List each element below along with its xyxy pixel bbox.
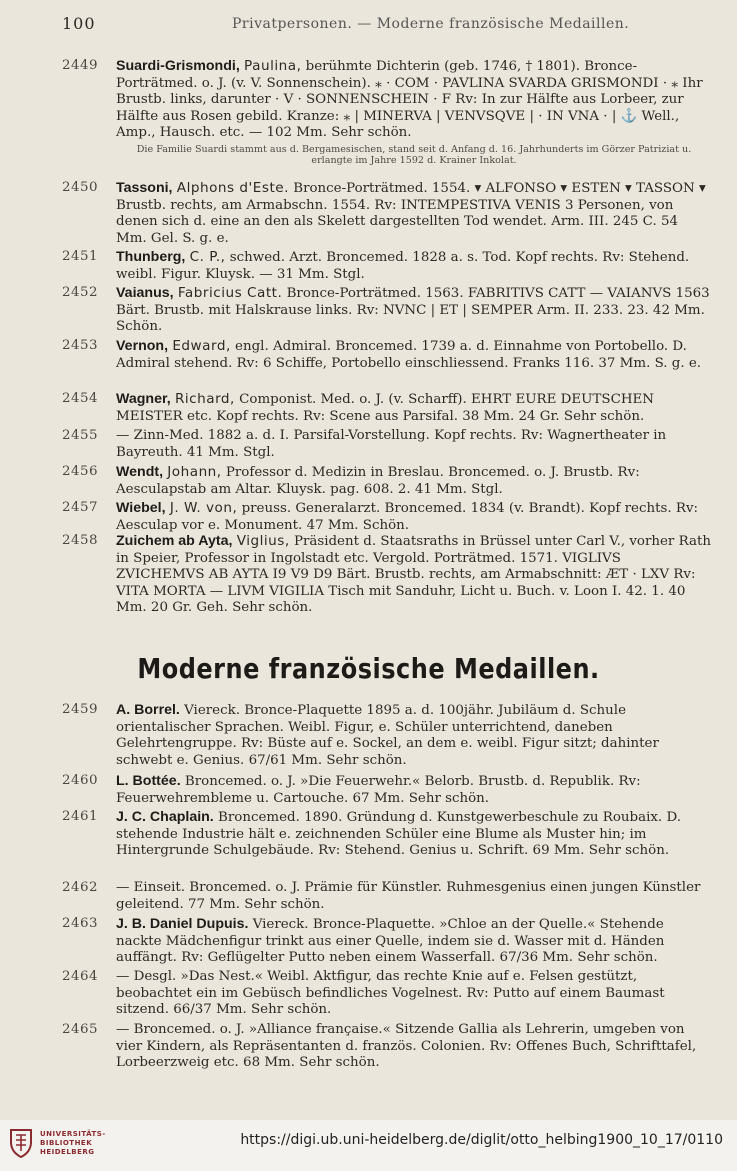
- entry-text: Bronce-Porträtmed. 1554. ▾ ALFONSO ▾ ESTEN ▾ TASSON ▾ Brustb. rechts, am Armabschn. 1554. Rv: INTEMPESTIVA VENIS 3 Personen, von denen sich d. eine an den als Skelett dargestellten Tod wendet. Arm. III. 245 C. 54 Mm. Gel. S. g. e.: [116, 181, 706, 246]
- entry-number: 2462: [62, 880, 99, 895]
- entry-number: 2465: [62, 1022, 99, 1037]
- entry-text: Bronce-Porträtmed. 1563. FABRITIVS CATT — VAIANVS 1563 Bärt. Brustb. mit Halskrause links. Rv: NVNC | ET | SEMPER Arm. II. 233. 23. 42 Mm. Schön.: [116, 286, 710, 335]
- entry-footnote: Die Familie Suardi stammt aus d. Bergamesischen, stand seit d. Anfang d. 16. Jahrhunderts im Görzer Patriziat u. erlangte im Jahre 1592 d. Krainer Inkolat.: [136, 143, 692, 166]
- entry-number: 2451: [62, 249, 99, 264]
- entry-body: [116, 391, 712, 425]
- entry-name: Fabricius Catt.: [177, 285, 283, 301]
- entry-body: [116, 249, 712, 283]
- entry-body: [116, 702, 712, 769]
- entry-heading: Zuichem ab Ayta,: [116, 533, 233, 549]
- entry-body: [116, 58, 712, 142]
- entry-number: 2457: [62, 500, 99, 515]
- entry-body: [116, 773, 712, 807]
- entry-number: 2464: [62, 969, 99, 984]
- entry-text: Präsident d. Staatsraths in Brüssel unter Carl V., vorher Rath in Speier, Professor in Ingolstadt etc. Vergold. Porträtmed. 1571. VIGLIVS ZVICHEMVS AB AYTA I9 V9 D9 Bärt. Brustb. rechts, am Armabschnitt: ÆT · LXV Rv: VITA MORTA — LIVM VIGILIA Tisch mit Sanduhr, Licht u. Buch. v. Loon I. 42. 1. 40 Mm. 20 Gr. Geh. Sehr schön.: [116, 534, 711, 616]
- entry-heading: L. Bottée.: [116, 773, 181, 789]
- catalog-entry: [62, 58, 712, 166]
- entry-name: Richard,: [174, 391, 235, 407]
- catalog-entry: [62, 500, 712, 534]
- entry-body: [116, 880, 712, 913]
- entry-body: [116, 969, 712, 1019]
- entry-name: Edward,: [172, 338, 231, 354]
- entry-number: 2458: [62, 533, 99, 548]
- entry-heading: Wagner,: [116, 391, 171, 407]
- entry-body: [116, 916, 712, 967]
- entry-body: [116, 285, 712, 336]
- catalog-entry: [62, 249, 712, 283]
- section-title: Moderne französische Medaillen.: [137, 652, 600, 686]
- entry-body: [116, 1022, 712, 1072]
- entry-number: 2454: [62, 391, 99, 406]
- catalog-entry: [62, 391, 712, 425]
- entry-text: — Zinn-Med. 1882 a. d. I. Parsifal-Vorstellung. Kopf rechts. Rv: Wagnertheater in Bayreuth. 41 Mm. Stgl.: [116, 428, 667, 460]
- catalog-entry: [62, 916, 712, 967]
- entry-body: [116, 338, 712, 372]
- entry-heading: Wiebel,: [116, 500, 166, 516]
- entry-name: Viglius,: [236, 533, 290, 549]
- entry-text: Broncemed. 1890. Gründung d. Kunstgewerbeschule zu Roubaix. D. stehende Industrie hält e. zeichnenden Schüler eine Blume als Muster hin; im Hintergrunde Schulgebäude. Rv: Stehend. Genius u. Schrift. 69 Mm. Sehr schön.: [116, 810, 681, 859]
- entry-name: C. P.,: [189, 249, 226, 265]
- page-number: 100: [62, 14, 96, 33]
- entry-heading: Vaianus,: [116, 285, 174, 301]
- entry-heading: J. C. Chaplain.: [116, 809, 214, 825]
- entry-number: 2452: [62, 285, 99, 300]
- entry-body: [116, 428, 712, 461]
- catalog-entry: [62, 702, 712, 769]
- entry-text: schwed. Arzt. Broncemed. 1828 a. s. Tod. Kopf rechts. Rv: Stehend. weibl. Figur. Kluysk. — 31 Mm. Stgl.: [116, 250, 690, 282]
- entry-body: [116, 180, 712, 247]
- entry-number: 2459: [62, 702, 99, 717]
- permalink-url[interactable]: https://digi.ub.uni-heidelberg.de/diglit/otto_helbing1900_10_17/0110: [240, 1132, 723, 1148]
- entry-heading: Suardi-Grismondi,: [116, 58, 240, 74]
- catalog-entry: [62, 969, 712, 1019]
- entry-number: 2453: [62, 338, 99, 353]
- entry-number: 2450: [62, 180, 99, 195]
- entry-number: 2461: [62, 809, 99, 824]
- entry-text: — Desgl. »Das Nest.« Weibl. Aktfigur, das rechte Knie auf e. Felsen gestützt, beobachtet ein im Gebüsch befindliches Vogelnest. Rv: Putto auf einem Baumast sitzend. 66/37 Mm. Sehr schön.: [116, 969, 665, 1018]
- catalog-entry: [62, 773, 712, 807]
- entry-heading: Vernon,: [116, 338, 169, 354]
- entry-name: J. W. von,: [169, 500, 238, 516]
- entry-name: Johann,: [167, 464, 222, 480]
- entry-heading: Tassoni,: [116, 180, 173, 196]
- catalog-entry: [62, 428, 712, 461]
- entry-text: Componist. Med. o. J. (v. Scharff). EHRT EURE DEUTSCHEN MEISTER etc. Kopf rechts. Rv: Scene aus Parsifal. 38 Mm. 24 Gr. Sehr schön.: [116, 392, 654, 424]
- entry-text: Broncemed. o. J. »Die Feuerwehr.« Belorb. Brustb. d. Republik. Rv: Feuerwehrembleme u. Cartouche. 67 Mm. Sehr schön.: [116, 774, 641, 806]
- catalog-entry: [62, 180, 712, 247]
- catalog-entry: [62, 809, 712, 860]
- entry-text: engl. Admiral. Broncemed. 1739 a. d. Einnahme von Portobello. D. Admiral stehend. Rv: 6 Schiffe, Portobello einschliessend. Franks 116. 37 Mm. S. g. e.: [116, 339, 702, 371]
- entry-heading: Wendt,: [116, 464, 164, 480]
- entry-heading: A. Borrel.: [116, 702, 180, 718]
- running-title: Privatpersonen. — Moderne französische Medaillen.: [232, 16, 630, 32]
- entry-body: [116, 500, 712, 534]
- entry-heading: Thunberg,: [116, 249, 186, 265]
- running-header: [62, 14, 712, 36]
- entry-text: Professor d. Medizin in Breslau. Broncemed. o. J. Brustb. Rv: Aesculapstab am Altar. Kluysk. pag. 608. 2. 41 Mm. Stgl.: [116, 465, 640, 497]
- entry-text: — Einseit. Broncemed. o. J. Prämie für Künstler. Ruhmesgenius einen jungen Künstler geleitend. 77 Mm. Sehr schön.: [116, 880, 701, 912]
- entry-number: 2456: [62, 464, 99, 479]
- entry-text: berühmte Dichterin (geb. 1746, † 1801). Bronce-Porträtmed. o. J. (v. V. Sonnenschein). ⁎ · COM · PAVLINA SVARDA GRISMONDI · ⁎ Ihr Brustb. links, darunter · V · SONNENSCHEIN · F Rv: In zur Hälfte aus Lorbeer, zur Hälfte aus Rosen gebild. Kranze: ⁎ | MINERVA | VENVSQVE | · IN VNA · | ⚓ Well., Amp., Hausch. etc. — 102 Mm. Sehr schön.: [116, 59, 703, 141]
- library-logo-icon: [8, 1127, 34, 1159]
- catalog-entry: [62, 880, 712, 913]
- catalog-entry: [62, 338, 712, 372]
- catalog-entry: [62, 533, 712, 617]
- entry-body: [116, 809, 712, 860]
- entry-text: Viereck. Bronce-Plaquette. »Chloe an der Quelle.« Stehende nackte Mädchenfigur trinkt aus einer Quelle, indem sie d. Wasser mit d. Händen auffängt. Rv: Geflügelter Putto neben einem Wasserfall. 67/36 Mm. Sehr schön.: [116, 917, 665, 966]
- entry-number: 2449: [62, 58, 99, 73]
- entry-number: 2460: [62, 773, 99, 788]
- entry-name: Alphons d'Este.: [176, 180, 289, 196]
- library-name: UNIVERSITÄTS- BIBLIOTHEK HEIDELBERG: [40, 1130, 106, 1156]
- entry-text: — Broncemed. o. J. »Alliance française.« Sitzende Gallia als Lehrerin, umgeben von vier Kindern, als Repräsentanten d. französ. Colonien. Rv: Offenes Buch, Schrifttafel, Lorbeerzweig etc. 68 Mm. Sehr schön.: [116, 1022, 697, 1071]
- entry-body: [116, 533, 712, 617]
- entry-name: Paulina,: [244, 58, 302, 74]
- entry-text: preuss. Generalarzt. Broncemed. 1834 (v. Brandt). Kopf rechts. Rv: Aesculap vor e. Monument. 47 Mm. Schön.: [116, 501, 699, 533]
- catalog-entry: [62, 285, 712, 336]
- entry-body: [116, 464, 712, 498]
- catalog-entry: [62, 464, 712, 498]
- entry-heading: J. B. Daniel Dupuis.: [116, 916, 249, 932]
- entry-number: 2455: [62, 428, 99, 443]
- viewer-footer: [0, 1120, 737, 1171]
- entry-text: Viereck. Bronce-Plaquette 1895 a. d. 100jähr. Jubiläum d. Schule orientalischer Sprachen. Weibl. Figur, e. Schüler unterrichtend, daneben Gelehrtengruppe. Rv: Büste auf e. Sockel, an dem e. weibl. Figur sitzt; dahinter schwebt e. Genius. 67/61 Mm. Sehr schön.: [116, 703, 659, 768]
- entry-number: 2463: [62, 916, 99, 931]
- catalog-entry: [62, 1022, 712, 1072]
